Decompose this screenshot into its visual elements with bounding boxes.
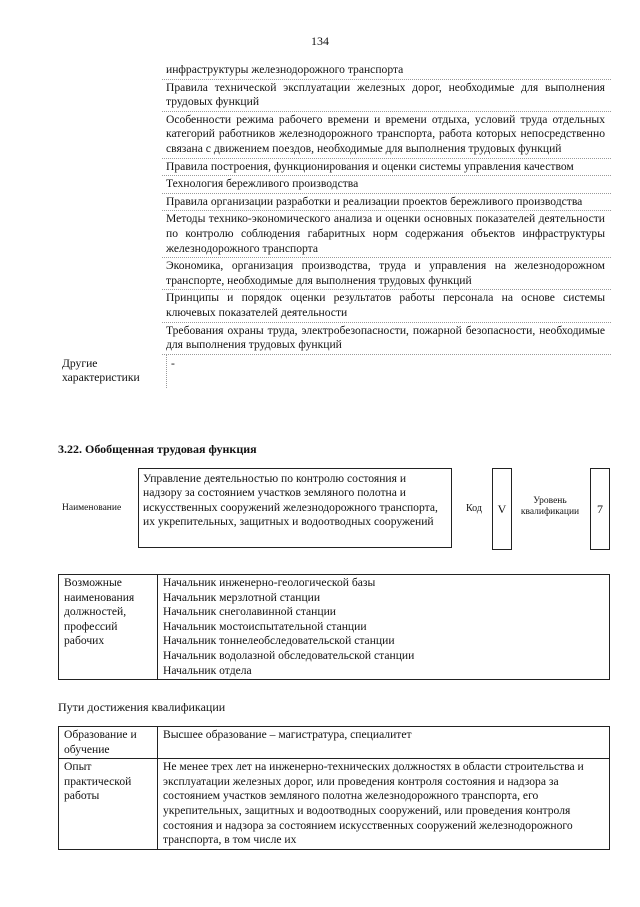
list-item: Начальник мерзлотной станции (163, 590, 321, 604)
requirement-item: Правила построения, функционирования и оценки системы управления качеством (162, 159, 611, 177)
other-characteristics-row (58, 355, 611, 388)
requirement-item: Правила организации разработки и реализации проектов бережливого производства (162, 194, 611, 212)
requirement-item: Экономика, организация производства, труда и управления на железнодорожном транспорте, необходимые для выполнения трудовых функций (162, 258, 611, 290)
table-row (59, 759, 610, 850)
requirement-item: Правила технической эксплуатации железных дорог, необходимые для выполнения трудовых функций (162, 80, 611, 112)
table-row (59, 727, 610, 759)
knowledge-requirements-block (58, 62, 611, 388)
qualification-level-label: Уровень квалификации (520, 496, 580, 517)
positions-list (158, 575, 610, 680)
experience-label: Опыт практической работы (59, 759, 158, 850)
education-value: Высшее образование – магистратура, специалитет (158, 727, 610, 759)
qualification-paths-title: Пути достижения квалификации (58, 700, 226, 714)
requirement-item: инфраструктуры железнодорожного транспорта (162, 62, 611, 80)
other-characteristics-value: - (166, 355, 611, 388)
experience-value: Не менее трех лет на инженерно-технических должностях в области строительства и эксплуатации железных дорог, или проведения контроля состояния и надзора за состоянием участков земляного полотна железнодорожного транспорта, его укрепительных, защитных и водоотводных сооружений, или проведения контроля состояния и надзора за состоянием искусственных сооружений железнодорожного транспорта, в том числе их (158, 759, 610, 850)
qualification-level-value: 7 (590, 468, 610, 550)
generalized-function-header (58, 468, 610, 552)
list-item: Начальник мостоиспытательной станции (163, 619, 367, 633)
other-characteristics-label: Другие характеристики (62, 356, 140, 385)
education-label: Образование и обучение (59, 727, 158, 759)
list-item: Начальник снеголавинной станции (163, 605, 336, 619)
function-name-box: Управление деятельностью по контролю состояния и надзору за состоянием участков земляного полотна и искусственных сооружений железнодорожного транспорта, их укрепительных, защитных и водоотводных сооружений (138, 468, 452, 548)
requirement-item: Принципы и порядок оценки результатов работы персонала на основе системы ключевых показателей деятельности (162, 290, 611, 322)
name-label: Наименование (62, 503, 122, 513)
page-number: 134 (311, 34, 329, 48)
positions-table (58, 574, 610, 680)
code-label: Код (466, 503, 482, 514)
code-value: V (492, 468, 512, 550)
requirement-item: Особенности режима рабочего времени и времени отдыха, условий труда отдельных категорий работников железнодорожного транспорта, работа которых непосредственно связана с движением поездов, необходимые для выполнения трудовых функций (162, 112, 611, 159)
section-title: 3.22. Обобщенная трудовая функция (58, 442, 257, 456)
list-item: Начальник водолазной обследовательской станции (163, 648, 415, 662)
positions-label: Возможные наименования должностей, профессий рабочих (59, 575, 158, 680)
table-row (59, 575, 610, 680)
requirement-item: Технология бережливого производства (162, 176, 611, 194)
list-item: Начальник инженерно-геологической базы (163, 576, 376, 589)
list-item: Начальник отдела (163, 663, 252, 677)
requirement-item: Требования охраны труда, электробезопасности, пожарной безопасности, необходимые для выполнения трудовых функций (162, 323, 611, 355)
qualification-paths-table (58, 726, 610, 850)
list-item: Начальник тоннелеобследовательской станции (163, 634, 395, 648)
requirement-item: Методы технико-экономического анализа и оценки основных показателей деятельности по контролю соблюдения габаритных норм содержания объектов инфраструктуры железнодорожного транспорта (162, 211, 611, 258)
